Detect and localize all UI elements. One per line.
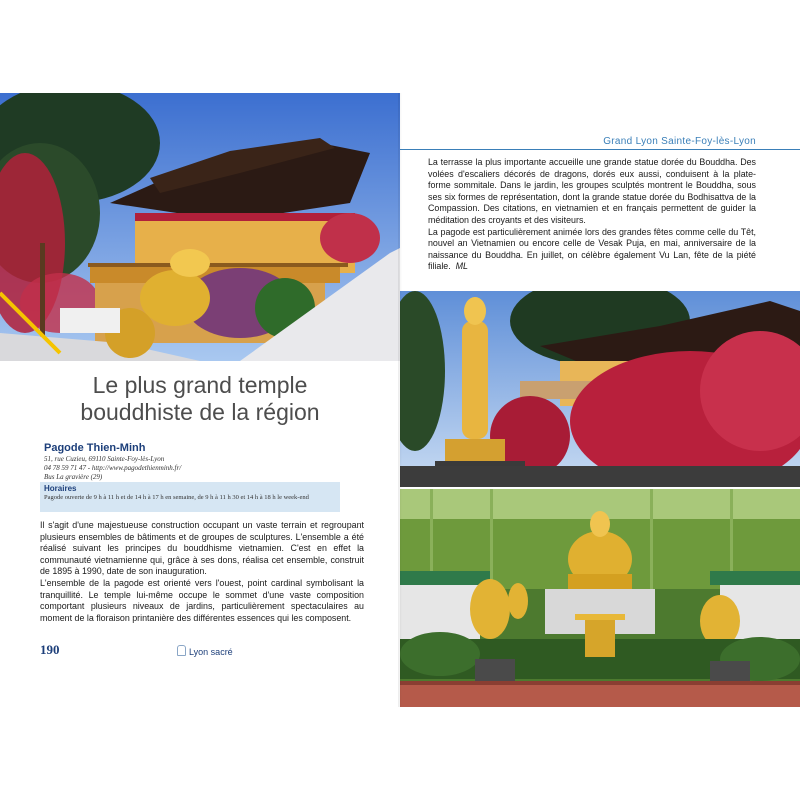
left-page (0, 93, 400, 707)
hand-icon (177, 645, 186, 656)
hours-box (40, 482, 340, 512)
series-brand (177, 645, 233, 657)
book-gutter (398, 93, 402, 707)
right-page (400, 93, 800, 707)
right-body-text (428, 157, 756, 273)
pagoda-photo (0, 93, 400, 361)
header-rule (400, 149, 800, 150)
hours-text: Pagode ouverte de 9 h à 11 h et de 14 h à 17 h en semaine, de 9 h à 11 h 30 et 14 h à 18 h le week-end (44, 494, 309, 501)
author-signature: ML (455, 261, 468, 272)
headline-line-1: Le plus grand temple (92, 372, 308, 398)
buddha-garden-photo (400, 489, 800, 707)
hours-title: Horaires (44, 484, 77, 493)
golden-statue-photo (400, 291, 800, 487)
running-head: Grand Lyon Sainte-Foy-lès-Lyon (603, 136, 756, 147)
paragraph: L'ensemble de la pagode est orienté vers l'ouest, point cardinal symbolisant la tranquillité. Le temple lui-même occupe le sommet d'une vaste composition comportant plusieurs niveaux de jardins, particulièrement spectaculaires au moment de la floraison printanière des différentes essences qui les composent. (40, 577, 364, 623)
venue-info (44, 442, 364, 482)
venue-name: Pagode Thien-Minh (44, 442, 146, 454)
book-spread (0, 93, 800, 707)
left-body-text (40, 520, 364, 624)
paragraph-text: La pagode est particulièrement animée lors des grandes fêtes comme celle du Têt, nouvel an Vietnamien ou encore celle de Vesak Puja, en mai, anniversaire de la naissance du Bouddha. En juillet, on célèbre également Vu Lan, fête de la piété filiale. (428, 226, 756, 272)
paragraph: La terrasse la plus importante accueille une grande statue dorée du Bouddha. Des volées d'escaliers décorés de dragons, dorés eux aussi, conduisent à la plate-forme sommitale. Dans le jardin, les groupes sculptés montrent le Bouddha, sous ses six formes de représentation, dont la grande statue dorée du Bodhisattva de la Compassion. Des citations, en vietnamien et en français permettent de guider la méditation des croyants et des visiteurs. (428, 157, 756, 225)
brand-label: Lyon sacré (189, 647, 233, 657)
article-headline (0, 372, 400, 426)
venue-bus: Bus La gravière (29) (44, 473, 103, 481)
venue-contact: 04 78 59 71 47 - http://www.pagodethienminh.fr/ (44, 464, 182, 472)
paragraph (428, 227, 756, 273)
page-number: 190 (40, 642, 60, 657)
headline-line-2: bouddhiste de la région (80, 399, 320, 425)
paragraph: Il s'agit d'une majestueuse construction occupant un vaste terrain et regroupant plusieurs ensembles de bâtiments et de groupes de sculptures. L'ensemble a été réalisé suivant les principes du bouddhisme vietnamien. C'est en effet la communauté vietnamienne qui, grâce à ses dons, réalisa cet ensemble, construit de 1895 à 1990, date de son inauguration. (40, 520, 364, 577)
venue-address: 51, rue Cuzieu, 69110 Sainte-Foy-lès-Lyon (44, 455, 165, 463)
